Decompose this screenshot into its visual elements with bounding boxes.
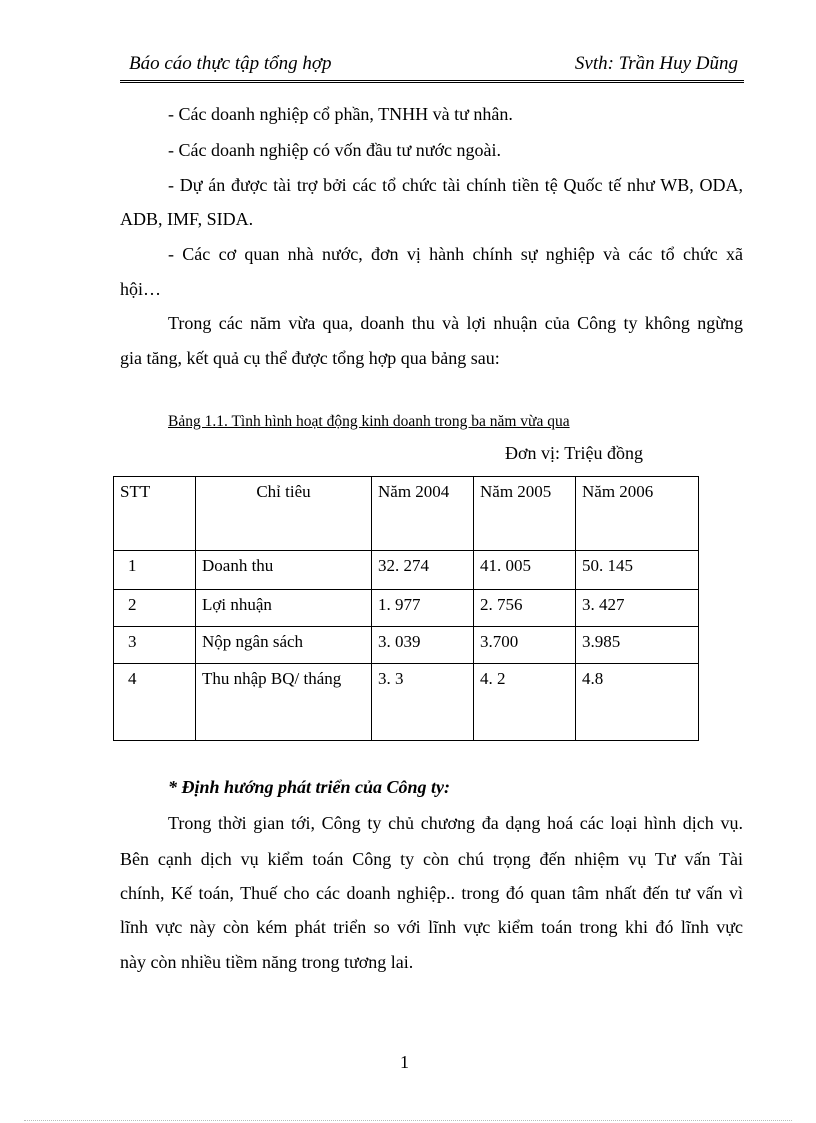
section-line-3: chính, Kế toán, Thuế cho các doanh nghiệp.. trong đó quan tâm nhất đến tư vấn vì — [120, 883, 743, 903]
table-cell: Doanh thu — [196, 551, 372, 590]
table-cell: Thu nhập BQ/ tháng — [196, 664, 372, 741]
header-author: Svth: Trần Huy Dũng — [574, 53, 738, 74]
section-line-4: lĩnh vực này còn kém phát triển so với lĩnh vực kiểm toán trong khi đó lĩnh vực — [120, 917, 743, 937]
business-results-table — [113, 476, 699, 741]
header-cell: Năm 2004 — [372, 477, 474, 551]
section-line-5: này còn nhiều tiềm năng trong tương lai. — [120, 952, 414, 972]
section-line-1: Trong thời gian tới, Công ty chủ chương đa dạng hoá các loại hình dịch vụ. — [168, 813, 743, 833]
intro-paragraph-line2: gia tăng, kết quả cụ thể được tổng hợp qua bảng sau: — [120, 348, 500, 368]
table-row — [114, 627, 699, 664]
page-header — [120, 52, 744, 83]
table-cell: 3.700 — [474, 627, 576, 664]
table-cell: 41. 005 — [474, 551, 576, 590]
table-cell: 3 — [114, 627, 196, 664]
table-cell: Lợi nhuận — [196, 590, 372, 627]
intro-paragraph-line1: Trong các năm vừa qua, doanh thu và lợi nhuận của Công ty không ngừng — [168, 313, 743, 333]
table-cell: Nộp ngân sách — [196, 627, 372, 664]
table-cell: 4.8 — [576, 664, 699, 741]
table-cell: 4. 2 — [474, 664, 576, 741]
table-header-row — [114, 477, 699, 551]
table-cell: 1. 977 — [372, 590, 474, 627]
table-unit: Đơn vị: Triệu đồng — [505, 443, 644, 463]
header-cell: Chỉ tiêu — [196, 477, 372, 551]
header-cell: Năm 2006 — [576, 477, 699, 551]
bullet-funded-projects-line1: - Dự án được tài trợ bởi các tổ chức tài chính tiền tệ Quốc tế như WB, ODA, — [168, 175, 743, 195]
table-cell: 4 — [114, 664, 196, 741]
table-cell: 50. 145 — [576, 551, 699, 590]
page-number: 1 — [400, 1052, 409, 1072]
bullet-joint-stock: - Các doanh nghiệp cổ phần, TNHH và tư nhân. — [168, 104, 513, 124]
bullet-foreign-investment: - Các doanh nghiệp có vốn đầu tư nước ngoài. — [168, 140, 501, 160]
table-row — [114, 551, 699, 590]
bullet-state-agencies-line1: - Các cơ quan nhà nước, đơn vị hành chính sự nghiệp và các tổ chức xã — [168, 244, 743, 264]
bullet-state-agencies-line2: hội… — [120, 279, 162, 299]
table-cell: 3.985 — [576, 627, 699, 664]
table-caption: Bảng 1.1. Tình hình hoạt động kinh doanh trong ba năm vừa qua — [168, 413, 570, 430]
table-cell: 2. 756 — [474, 590, 576, 627]
header-cell: Năm 2005 — [474, 477, 576, 551]
table-cell: 1 — [114, 551, 196, 590]
table-cell: 2 — [114, 590, 196, 627]
table-row — [114, 590, 699, 627]
table-cell: 3. 3 — [372, 664, 474, 741]
section-line-2: Bên cạnh dịch vụ kiểm toán Công ty còn chú trọng đến nhiệm vụ Tư vấn Tài — [120, 849, 743, 869]
table-row — [114, 664, 699, 741]
page-bottom-divider — [24, 1120, 792, 1121]
table-cell: 32. 274 — [372, 551, 474, 590]
section-heading: * Định hướng phát triển của Công ty: — [168, 777, 451, 797]
table-cell: 3. 427 — [576, 590, 699, 627]
header-cell: STT — [114, 477, 196, 551]
table-cell: 3. 039 — [372, 627, 474, 664]
header-title: Báo cáo thực tập tổng hợp — [129, 53, 332, 74]
bullet-funded-projects-line2: ADB, IMF, SIDA. — [120, 209, 254, 229]
